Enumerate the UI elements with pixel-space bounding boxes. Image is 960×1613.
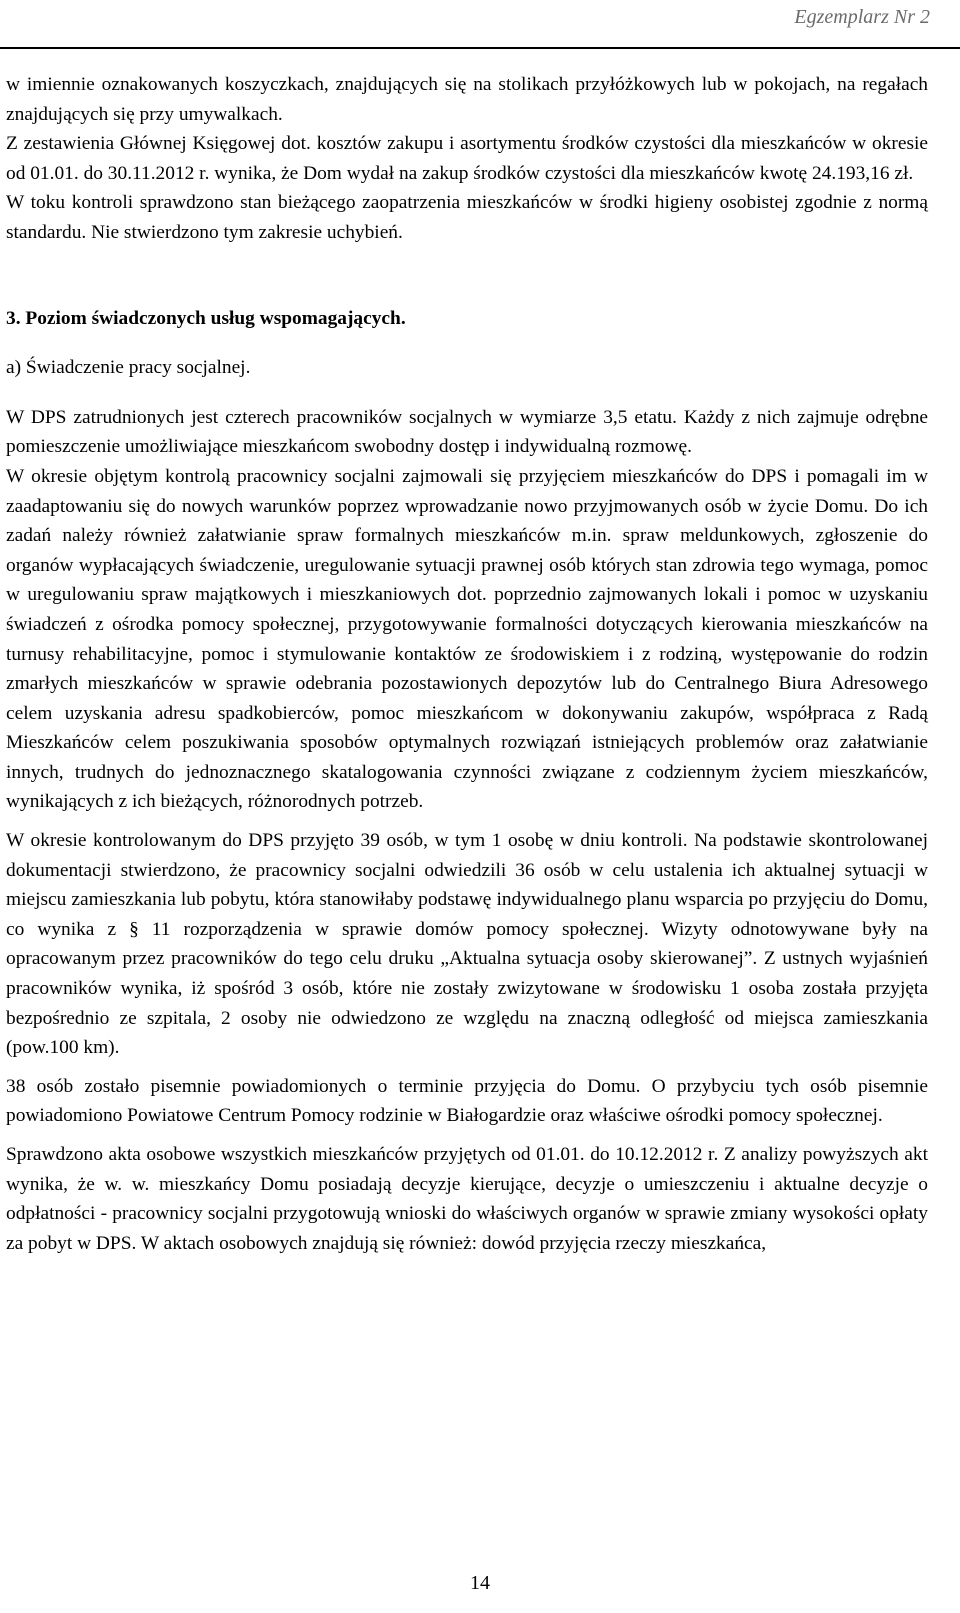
paragraph-admissions: W okresie kontrolowanym do DPS przyjęto 39 osób, w tym 1 osobę w dniu kontroli. Na podstawie skontrolowanej dokumentacji stwierdzono, że pracownicy socjalni odwiedzili 36 osób w celu ustalenia ich aktualnej sytuacji w miejscu zamieszkania lub pobytu, która stanowiłaby podstawę indywidualnego planu wsparcia po przyjęciu do Domu, co wynika z § 11 rozporządzenia w sprawie domów pomocy społecznej. Wizyty odnotowywane były na opracowanym przez pracowników do tego celu druku „Aktualna sytuacja osoby skierowanej”. Z ustnych wyjaśnień pracowników wynika, iż spośród 3 osób, które nie zostały zwizytowane w środowisku 1 osoba została przyjęta bezpośrednio ze szpitala, 2 osoby nie odwiedzono ze względu na znaczną odległość od miejsca zamieszkania (pow.100 km). xyxy=(6,830,928,1059)
header-divider xyxy=(0,47,960,49)
paragraph-hygiene-storage: w imiennie oznakowanych koszyczkach, znajdujących się na stolikach przyłóżkowych lub w pokojach, na regałach znajdujących się przy umywalkach. xyxy=(6,74,928,125)
paragraph-hygiene-inspection: W toku kontroli sprawdzono stan bieżącego zaopatrzenia mieszkańców w środki higieny osobistej zgodnie z normą standardu. Nie stwierdzono tym zakresie uchybień. xyxy=(6,192,928,243)
subsection-heading: a) Świadczenie pracy socjalnej. xyxy=(6,357,251,379)
paragraph-cleaning-costs: Z zestawienia Głównej Księgowej dot. kosztów zakupu i asortymentu środków czystości dla mieszkańców w okresie od 01.01. do 30.11.2012 r. wynika, że Dom wydał na zakup środków czystości dla mieszkańców kwotę 24.193,16 zł. xyxy=(6,133,928,184)
page-number: 14 xyxy=(470,1572,490,1594)
paragraph-personal-files: Sprawdzono akta osobowe wszystkich mieszkańców przyjętych od 01.01. do 10.12.2012 r. Z analizy powyższych akt wynika, że w. w. mieszkańcy Domu posiadają decyzje kierujące, decyzje o umieszczeniu i aktualne decyzje o odpłatności - pracownicy socjalni przygotowują wnioski do właściwych organów w sprawie zmiany wysokości opłaty za pobyt w DPS. W aktach osobowych znajdują się również: dowód przyjęcia rzeczy mieszkańca, xyxy=(6,1144,928,1254)
section-heading: 3. Poziom świadczonych usług wspomagających. xyxy=(6,307,406,329)
paragraph-social-workers: W DPS zatrudnionych jest czterech pracowników socjalnych w wymiarze 3,5 etatu. Każdy z nich zajmuje odrębne pomieszczenie umożliwiające mieszkańcom swobodny dostęp i indywidualną rozmowę. xyxy=(6,406,928,458)
document-copy-label: Egzemplarz Nr 2 xyxy=(794,6,930,28)
document-body xyxy=(6,70,928,1258)
paragraph-notifications: 38 osób zostało pisemnie powiadomionych o terminie przyjęcia do Domu. O przybyciu tych osób pisemnie powiadomiono Powiatowe Centrum Pomocy rodzinie w Białogardzie oraz właściwe ośrodki pomocy społecznej. xyxy=(6,1075,928,1127)
paragraph-social-work-duties: W okresie objętym kontrolą pracownicy socjalni zajmowali się przyjęciem mieszkańców do DPS i pomagali im w zaadaptowaniu się do nowych warunków poprzez wprowadzanie nowo przyjmowanych osób w życie Domu. Do ich zadań należy również załatwianie spraw formalnych mieszkańców m.in. spraw meldunkowych, zgłoszenie do organów wypłacających świadczenie, uregulowanie sytuacji prawnej osób których stan zdrowia tego wymaga, pomoc w uregulowaniu spraw majątkowych i mieszkaniowych dot. poprzednio zajmowanych lokali i pomoc w uzyskaniu świadczeń z ośrodka pomocy społecznej, przygotowywanie formalności dotyczących kierowania mieszkańców na turnusy rehabilitacyjne, pomoc i stymulowanie kontaktów ze środowiskiem i z rodziną, występowanie do rodzin zmarłych mieszkańców w sprawie odebrania pozostawionych depozytów lub do Centralnego Biura Adresowego celem uzyskania adresu spadkobierców, pomoc mieszkańcom w dokonywaniu zakupów, współpraca z Radą Mieszkańców celem poszukiwania sposobów optymalnych rozwiązań istniejących problemów oraz załatwianie innych, trudnych do jednoznacznego skatalogowania czynności związane z codziennym życiem mieszkańców, wynikających z ich bieżących, różnorodnych potrzeb. xyxy=(6,465,928,813)
